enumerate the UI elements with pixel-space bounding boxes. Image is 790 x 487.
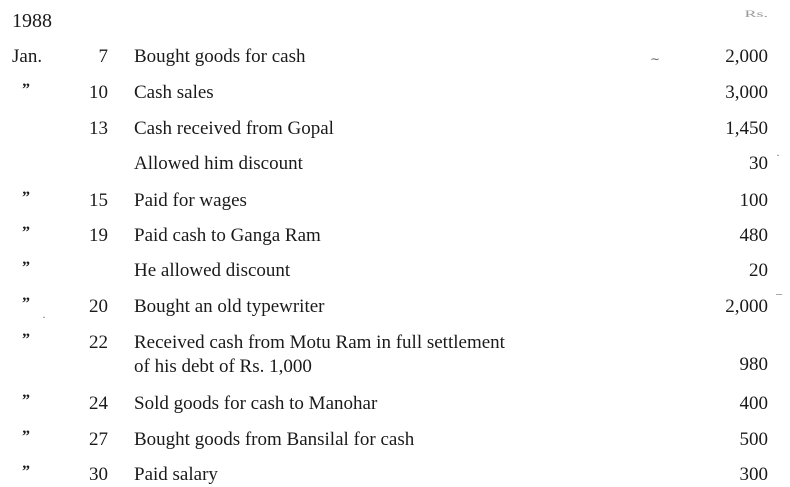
entry-day: 7	[98, 46, 108, 67]
entry-amount: 100	[739, 190, 768, 211]
year-heading: 1988	[12, 10, 52, 32]
entry-description: Cash received from Gopal	[134, 118, 334, 139]
entry-day: 13	[89, 118, 108, 139]
scan-speck-icon: ·	[42, 310, 46, 324]
currency-heading: Rs.	[744, 8, 768, 19]
scan-speck-icon: –	[776, 286, 782, 300]
entry-description: Cash sales	[134, 82, 214, 103]
entry-day: 10	[89, 82, 108, 103]
entry-description: He allowed discount	[134, 260, 291, 281]
entry-description: Sold goods for cash to Manohar	[134, 393, 378, 414]
entry-description	[134, 331, 604, 379]
entry-day: 30	[89, 464, 108, 485]
entry-description-line-1: Received cash from Motu Ram in full settlement	[134, 332, 505, 353]
entry-amount: 2,000	[725, 296, 768, 317]
entry-description: Allowed him discount	[134, 153, 303, 174]
entry-amount: 20	[749, 260, 768, 281]
entry-day: 22	[89, 332, 108, 353]
entry-description: Bought an old typewriter	[134, 296, 325, 317]
entry-description: Paid for wages	[134, 190, 247, 211]
entry-ditto-mark: ”	[22, 81, 29, 98]
entry-amount: 480	[739, 225, 768, 246]
entry-ditto-mark: ”	[22, 463, 29, 480]
entry-amount: 980	[739, 354, 768, 375]
scan-speck-icon: ∼	[650, 52, 661, 66]
entry-ditto-mark: ”	[22, 392, 29, 409]
entry-description: Paid salary	[134, 464, 218, 485]
entry-description: Bought goods from Bansilal for cash	[134, 429, 415, 450]
entry-month: Jan.	[12, 46, 43, 67]
entry-amount: 1,450	[725, 118, 768, 139]
entry-ditto-mark: ”	[22, 428, 29, 445]
entry-day: 20	[89, 296, 108, 317]
entry-amount: 300	[739, 464, 768, 485]
entry-amount: 30	[749, 153, 768, 174]
entry-ditto-mark: ”	[22, 259, 29, 276]
entry-amount: 500	[739, 429, 768, 450]
entry-amount: 2,000	[725, 46, 768, 67]
entry-day: 19	[89, 225, 108, 246]
entry-amount: 3,000	[725, 82, 768, 103]
entry-description: Bought goods for cash	[134, 46, 306, 67]
entry-day: 27	[89, 429, 108, 450]
entry-day: 24	[89, 393, 108, 414]
entry-ditto-mark: ”	[22, 224, 29, 241]
entry-day: 15	[89, 190, 108, 211]
scan-speck-icon: ·	[776, 148, 780, 162]
entry-amount: 400	[739, 393, 768, 414]
entry-ditto-mark: ”	[22, 295, 29, 312]
entry-ditto-mark: ”	[22, 331, 29, 348]
entry-description: Paid cash to Ganga Ram	[134, 225, 321, 246]
entry-description-line-2: of his debt of Rs. 1,000	[134, 356, 312, 377]
entry-ditto-mark: ”	[22, 189, 29, 206]
